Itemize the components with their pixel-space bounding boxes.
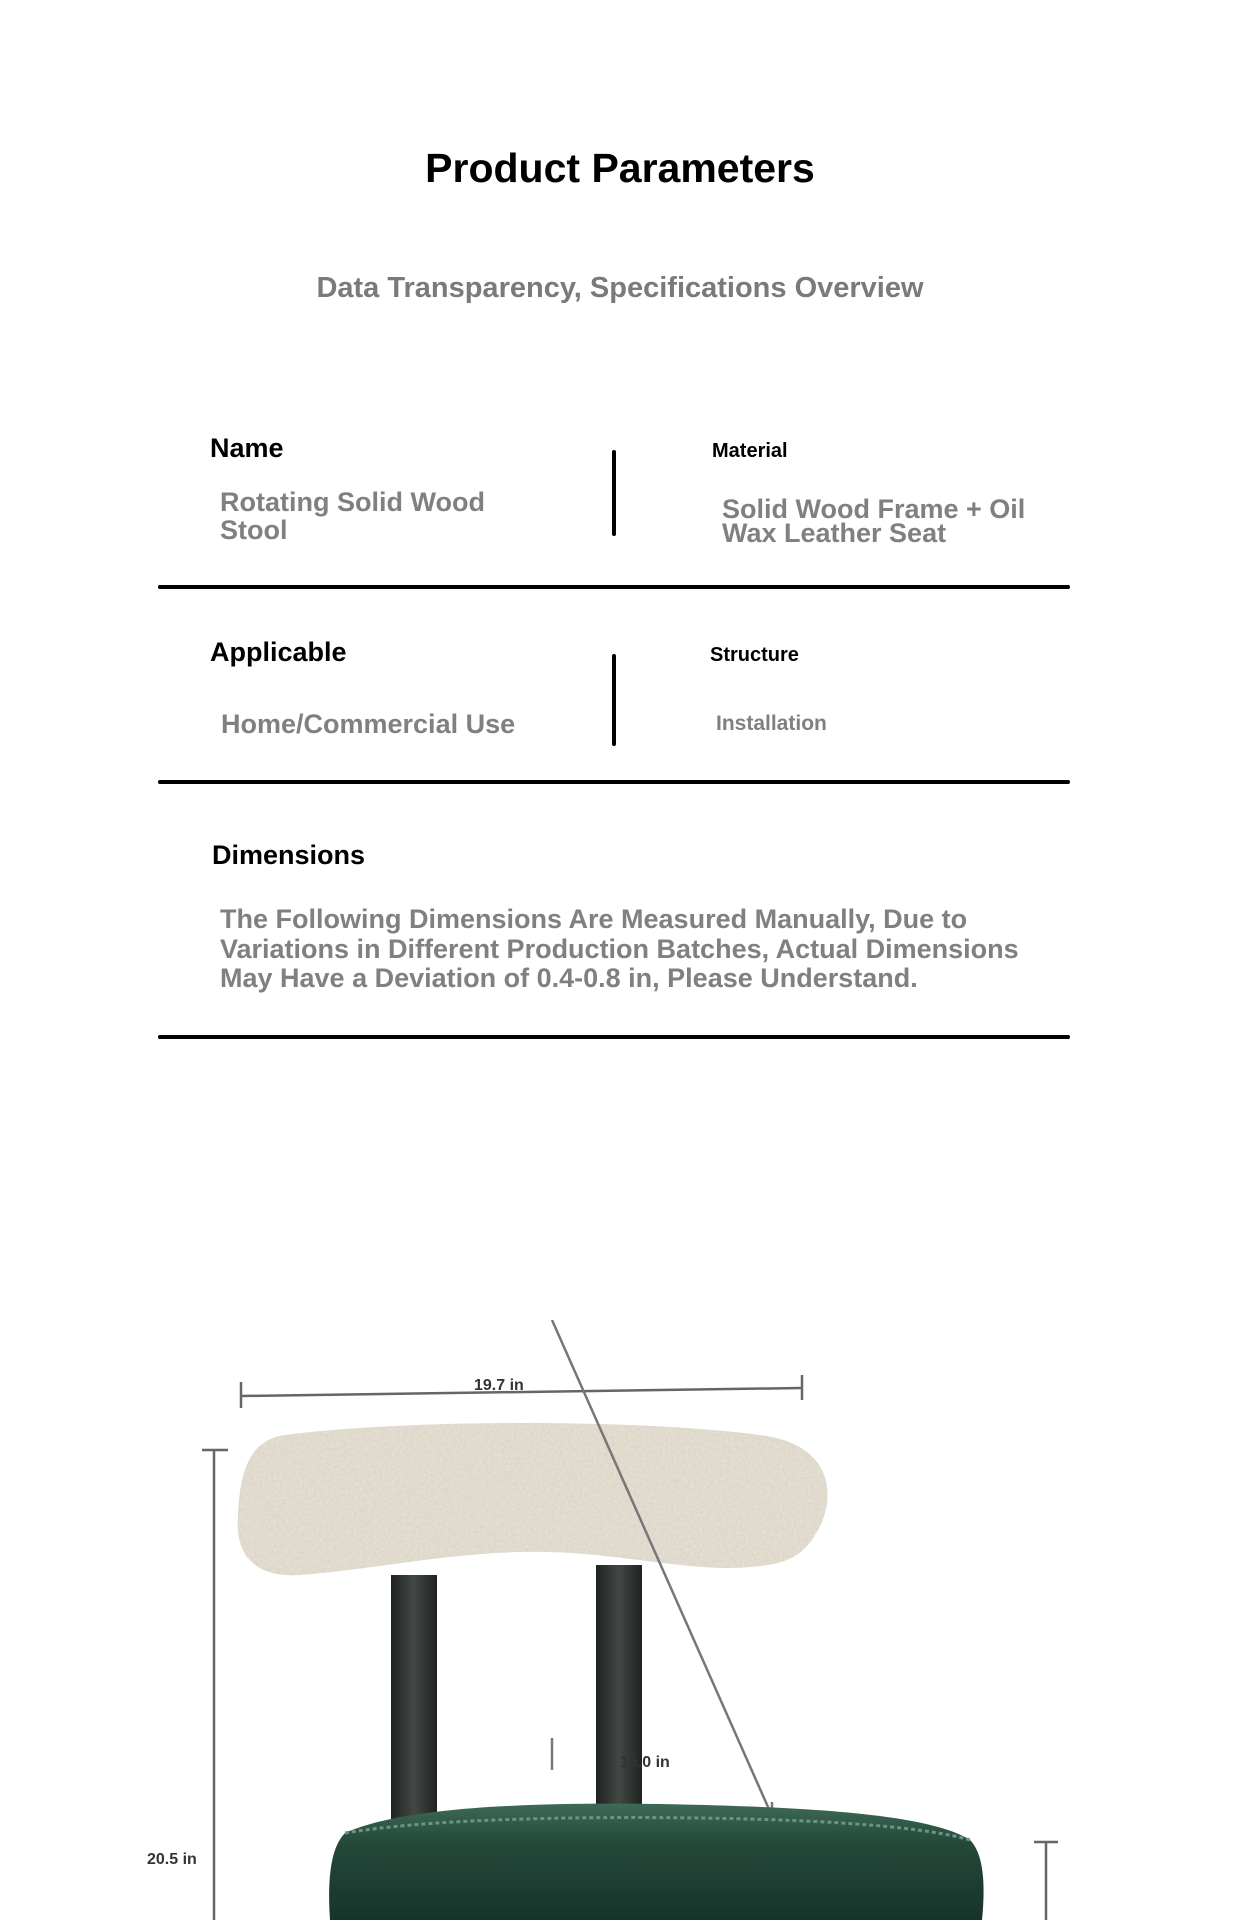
page-subtitle: Data Transparency, Specifications Overview (316, 272, 924, 304)
applicable-value: Home/Commercial Use (221, 709, 516, 739)
depth-dimension-line (552, 1320, 772, 1828)
dimensions-value: The Following Dimensions Are Measured Manually, Due to Variations in Different Production Batches, Actual Dimensions May Have a Deviation of 0.4-0.8 in, Please Understand. (220, 904, 1019, 994)
seat-cushion (329, 1804, 983, 1920)
page-title: Product Parameters (425, 145, 815, 191)
name-value: Rotating Solid Wood Stool (220, 487, 485, 546)
applicable-label: Applicable (210, 637, 347, 667)
dimensions-label: Dimensions (212, 840, 366, 870)
depth-label: 15.0 in (620, 1754, 670, 1771)
row-divider (158, 585, 1070, 589)
backrest-cushion (238, 1423, 828, 1575)
row-divider (158, 1035, 1070, 1039)
material-value: Solid Wood Frame + Oil Wax Leather Seat (722, 494, 1026, 549)
column-divider (612, 450, 616, 536)
structure-label: Structure (710, 644, 799, 666)
column-divider (612, 654, 616, 746)
material-label: Material (712, 440, 788, 462)
seat-height-dimension-line (1034, 1842, 1058, 1920)
row-divider (158, 780, 1070, 784)
width-label: 19.7 in (474, 1377, 524, 1394)
height-label: 20.5 in (147, 1851, 197, 1868)
name-label: Name (210, 433, 284, 463)
height-dimension-line (202, 1450, 228, 1920)
product-photo (0, 1320, 1240, 1920)
structure-value: Installation (716, 712, 827, 735)
